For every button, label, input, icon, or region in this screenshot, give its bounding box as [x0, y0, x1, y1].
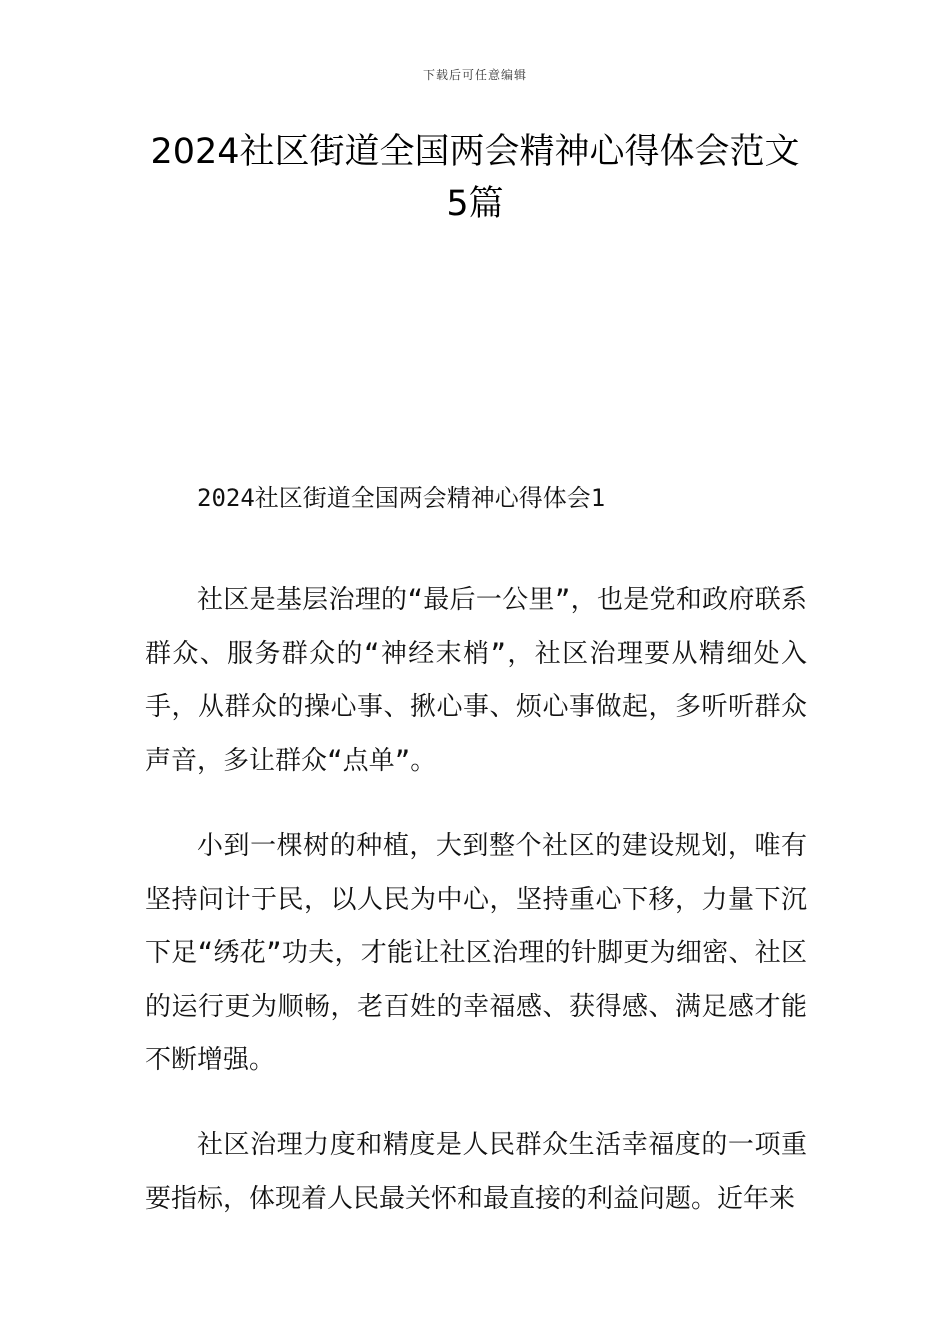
paragraph: 社区是基层治理的“最后一公里”，也是党和政府联系群众、服务群众的“神经末梢”，社区治理要从精细处入手，从群众的操心事、揪心事、烦心事做起，多听听群众声音，多让群众“点单”。: [145, 585, 807, 776]
title-line-2: 5篇: [446, 184, 504, 224]
document-title: [120, 126, 830, 230]
section-heading: 2024社区街道全国两会精神心得体会1: [197, 484, 606, 512]
paragraph: 小到一棵树的种植，大到整个社区的建设规划，唯有坚持问计于民，以人民为中心，坚持重心下移，力量下沉下足“绣花”功夫，才能让社区治理的针脚更为细密、社区的运行更为顺畅，老百姓的幸福感、获得感、满足感才能不断增强。: [145, 831, 807, 1075]
title-line-1: 2024社区街道全国两会精神心得体会范文: [150, 132, 800, 172]
paragraph: 社区治理力度和精度是人民群众生活幸福度的一项重要指标，体现着人民最关怀和最直接的利益问题。近年来: [145, 1130, 807, 1214]
header-note: 下载后可任意编辑: [422, 68, 527, 82]
